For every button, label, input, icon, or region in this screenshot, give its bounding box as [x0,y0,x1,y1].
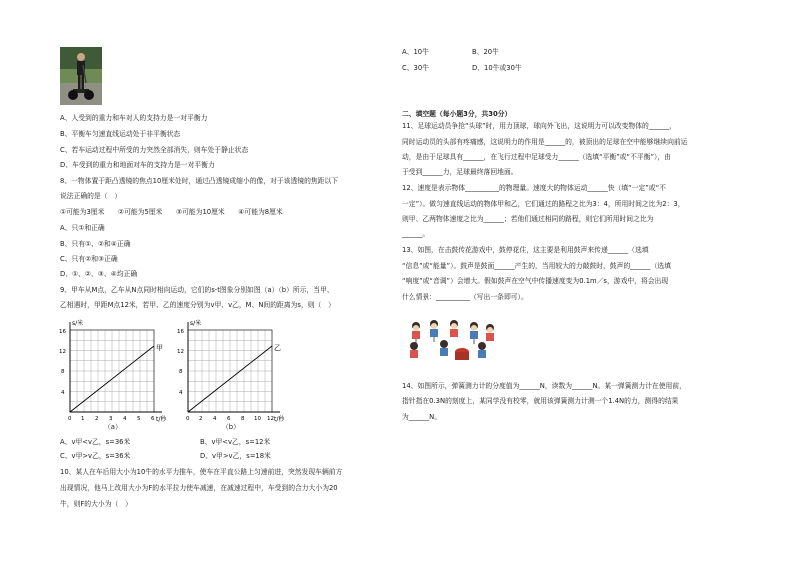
question-8-option-c: C、只有②和③正确 [60,255,118,263]
x-tick-a-3: 3 [109,416,113,422]
question-10-option-a: A、10牛 [402,48,429,56]
question-14-line1: 14、如图所示，弹簧测力计的分度值为______N，读数为______N。某一弹簧测力计在使用前， [402,382,686,390]
y-axis-label-a: s/米 [72,320,84,327]
chart-b-caption: （b） [222,423,240,431]
question-13-line1: 13、如图，在击鼓传花游戏中，鼓停花住，这主要是利用鼓声来传递______（选填 [402,246,649,254]
question-9-option-b: B、v甲<v乙，s=12米 [200,438,271,446]
question-13-line3: “响度”或“音调”）会增大。假如鼓声在空气中传播速度变为0.1m／s，游戏中，将会出现 [402,277,669,285]
x-tick-b-8: 8 [241,416,245,422]
question-10-line2: 出现情况，他马上改用大小为F的水平拉力使车减速，在减速过程中，车受到的合力大小为20 [60,484,338,492]
question-11-line1: 11、足球运动员争抢“头球”时，用力顶球，球向外飞出，这说明力可以改变物体的______， [402,122,676,130]
question-8-line2: 说法正确的是（ ） [60,192,122,200]
chart-b [176,316,288,428]
x-tick-a-5: 5 [137,416,141,422]
question-14-line3: 为______N。 [402,413,442,421]
x-tick-b-2: 2 [199,416,203,422]
x-tick-b-10: 10 [254,416,261,422]
question-13-line2: “信息”或“能量”）。鼓声是鼓面______产生的，当用较大的力敲鼓时，鼓声的______（选填 [402,262,671,270]
x-tick-a-0: 0 [68,416,72,422]
y-tick-b-4: 4 [179,390,183,396]
question-11-line2: 同时运动员的头部有疼痛感，这说明力的作用是______的，被顶出的足球在空中能够继续向前运 [402,138,688,146]
question-8-option-a: A、只①和正确 [60,224,105,232]
question-12-line1: 12、速度是表示物体__________的物理量。速度大的物体运动______快（填“一定”或“不 [402,184,666,192]
question-9-option-c: C、v甲>v乙，s=36米 [60,452,131,460]
x-tick-a-2: 2 [95,416,99,422]
x-tick-a-6: 6 [151,416,155,422]
grid-a [70,330,154,412]
segway-photo [60,47,102,105]
question-9-line2: 乙相遇时，甲距M点12米，若甲、乙的速度分别为v甲、v乙，M、N间的距离为s，则（ ） [60,301,335,309]
option-a: A、人受到的重力和车对人的支持力是一对平衡力 [60,114,208,122]
question-9-option-d: D、v甲>v乙，s=18米 [200,452,271,460]
question-10-line1: 10、某人在车后用大小为10牛的水平力推车，使车在平直公路上匀速前进，突然发现车辆前方 [60,468,343,476]
y-tick-a-12: 12 [59,349,66,355]
question-11-line3: 动，是由于足球具有______，在飞行过程中足球受力______（选填“平衡”或“不平衡”），由 [402,153,671,161]
question-13-line4: 什么情景：__________（写出一条即可）。 [402,293,528,301]
option-b: B、平衡车匀速直线运动处于非平衡状态 [60,130,181,138]
question-9-line1: 9、甲车从M点，乙车从N点同时相向运动，它们的s-t图象分别如图（a）（b）所示，当甲、 [60,286,334,294]
y-tick-a-8: 8 [61,369,65,375]
x-tick-a-1: 1 [81,416,85,422]
y-tick-b-16: 16 [177,329,184,335]
question-10-option-d: D、10牛或30牛 [472,64,522,72]
grid-b [188,330,272,412]
y-tick-b-8: 8 [179,369,183,375]
question-11-line4: 于受到______力，足球最终落回地面。 [402,168,518,176]
y-axis-label-b: s/米 [190,320,202,327]
x-tick-b-12: 12 [267,416,274,422]
x-tick-b-0: 0 [186,416,190,422]
y-tick-a-4: 4 [61,390,65,396]
y-tick-a-16: 16 [59,329,66,335]
question-12-line2: 一定”）。做匀速直线运动的物体甲和乙，它们通过的路程之比为3：4，所用时间之比为2：3， [402,200,685,208]
x-axis-label-a: t/秒 [156,416,167,423]
line-label-jia: 甲 [156,344,163,352]
question-8-line3: ①可能为3厘米 ②可能为5厘米 ③可能为10厘米 ④可能为8厘米 [60,208,283,216]
question-12-line3: 则甲、乙两物体速度之比为______；若他们通过相同的路程，则它们所用时间之比为 [402,215,654,223]
y-tick-b-12: 12 [177,349,184,355]
question-8-line1: 8、一物体置于距凸透镜的焦点10厘米处时，通过凸透镜成缩小的像，对于该透镜的焦距以下 [60,177,339,185]
x-tick-b-4: 4 [213,416,217,422]
section-title: 二、填空题（每小题3分，共30分） [402,110,512,118]
question-8-option-d: D、①、②、③、④均正确 [60,270,138,278]
line-label-yi: 乙 [274,344,281,352]
question-12-line4: ______。 [402,230,430,238]
drum-game-illustration [404,318,500,366]
question-14-line2: 指针指在0.3N的刻度上，某同学没有校零，就用该弹簧测力计测一个1.4N的力，测得的结果 [402,397,679,405]
chart-a-caption: （a） [104,423,122,431]
question-10-option-c: C、30牛 [402,64,429,72]
question-10-option-b: B、20牛 [472,48,499,56]
question-8-option-b: B、只有①、②和④正确 [60,240,131,248]
option-d: D、车受到的重力和地面对车的支持力是一对平衡力 [60,161,215,169]
x-axis-label-b: t/秒 [274,416,285,423]
x-tick-a-4: 4 [123,416,127,422]
question-9-option-a: A、v甲<v乙，s=36米 [60,438,131,446]
x-tick-b-6: 6 [227,416,231,422]
option-c: C、若车运动过程中所受的力突然全部消失，则车处于静止状态 [60,146,249,154]
chart-a [58,316,170,428]
question-10-line3: 牛，则F的大小为（ ） [60,500,132,508]
